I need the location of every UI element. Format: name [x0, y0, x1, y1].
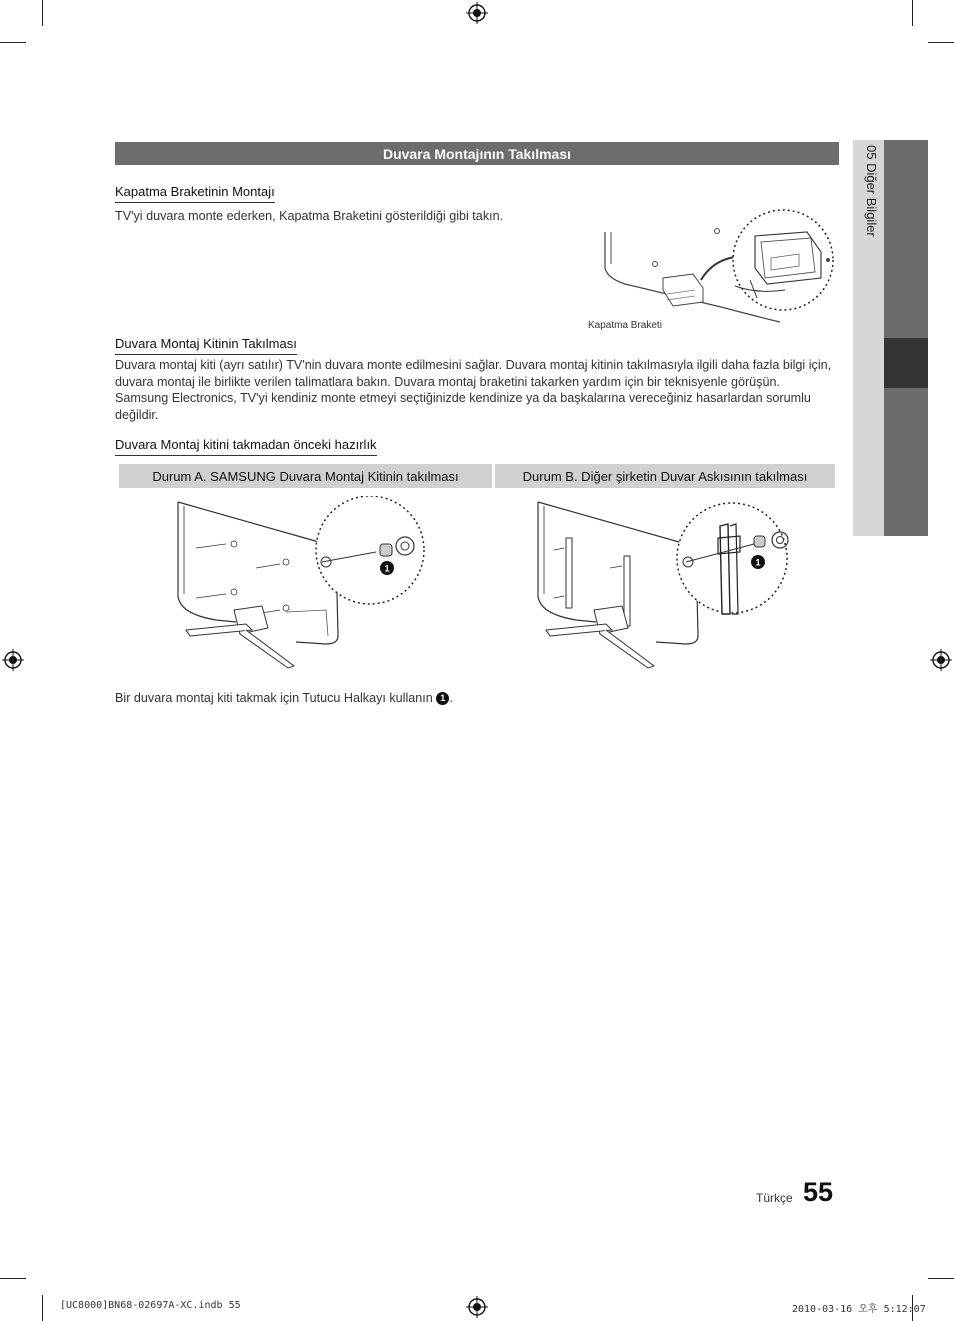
- cover-bracket-label: Kapatma Braketi: [588, 320, 662, 331]
- crop-mark: [42, 1295, 43, 1321]
- section-title: Duvara Montajının Takılması: [115, 142, 839, 165]
- registration-mark-icon: [2, 649, 24, 671]
- crop-mark: [42, 0, 43, 26]
- crop-mark: [0, 1278, 26, 1279]
- crop-mark: [928, 42, 954, 43]
- crop-mark: [0, 42, 26, 43]
- footer-language: Türkçe: [756, 1191, 793, 1205]
- retaining-ring-note: [115, 690, 835, 707]
- cover-bracket-text: TV'yi duvara monte ederken, Kapatma Braketini gösterildiği gibi takın.: [115, 209, 504, 223]
- case-b-header: Durum B. Diğer şirketin Duvar Askısının takılması: [495, 464, 835, 488]
- wall-mount-heading: Duvara Montaj Kitinin Takılması: [115, 336, 297, 355]
- retaining-ring-note-end: .: [449, 691, 453, 705]
- cover-bracket-heading: Kapatma Braketinin Montajı: [115, 184, 275, 203]
- registration-mark-icon: [466, 1296, 488, 1318]
- print-slug-date: 2010-03-16 오후 5:12:07: [792, 1304, 926, 1315]
- svg-text:1: 1: [384, 563, 390, 574]
- preparation-heading: Duvara Montaj kitini takmadan önceki hazırlık: [115, 437, 377, 456]
- svg-text:1: 1: [755, 557, 761, 568]
- wall-mount-text: Duvara montaj kiti (ayrı satılır) TV'nin duvara monte edilmesini sağlar. Duvara montaj kitinin takılmasıyla ilgili daha fazla bilgi için, duvara montaj ile birlikte verilen talimatlara bakın. Duvara montaj braketini takarken yardım için bir teknisyenle görüşün. Samsung Electronics, TV'yi kendiniz monte etmeyi seçtiğinizde kendinize ya da başkalarına vereceğiniz hasarlardan sorumlu değildir.: [115, 358, 832, 422]
- case-b-illustration: [536, 496, 806, 672]
- case-a-illustration: [176, 496, 436, 672]
- chapter-tab-label: 05 Diğer Bilgiler: [864, 145, 879, 237]
- page-number: 55: [803, 1177, 834, 1207]
- callout-badge: 1: [436, 692, 449, 705]
- registration-mark-icon: [466, 2, 488, 24]
- chapter-tab-marker: [884, 338, 928, 388]
- registration-mark-icon: [930, 649, 952, 671]
- print-slug-file: [UC8000]BN68-02697A-XC.indb 55: [60, 1300, 241, 1311]
- cover-bracket-illustration: [585, 198, 840, 330]
- crop-mark: [928, 1278, 954, 1279]
- case-a-header: Durum A. SAMSUNG Duvara Montaj Kitinin takılması: [119, 464, 492, 488]
- crop-mark: [912, 0, 913, 26]
- retaining-ring-note-text: Bir duvara montaj kiti takmak için Tutucu Halkayı kullanın: [115, 691, 433, 705]
